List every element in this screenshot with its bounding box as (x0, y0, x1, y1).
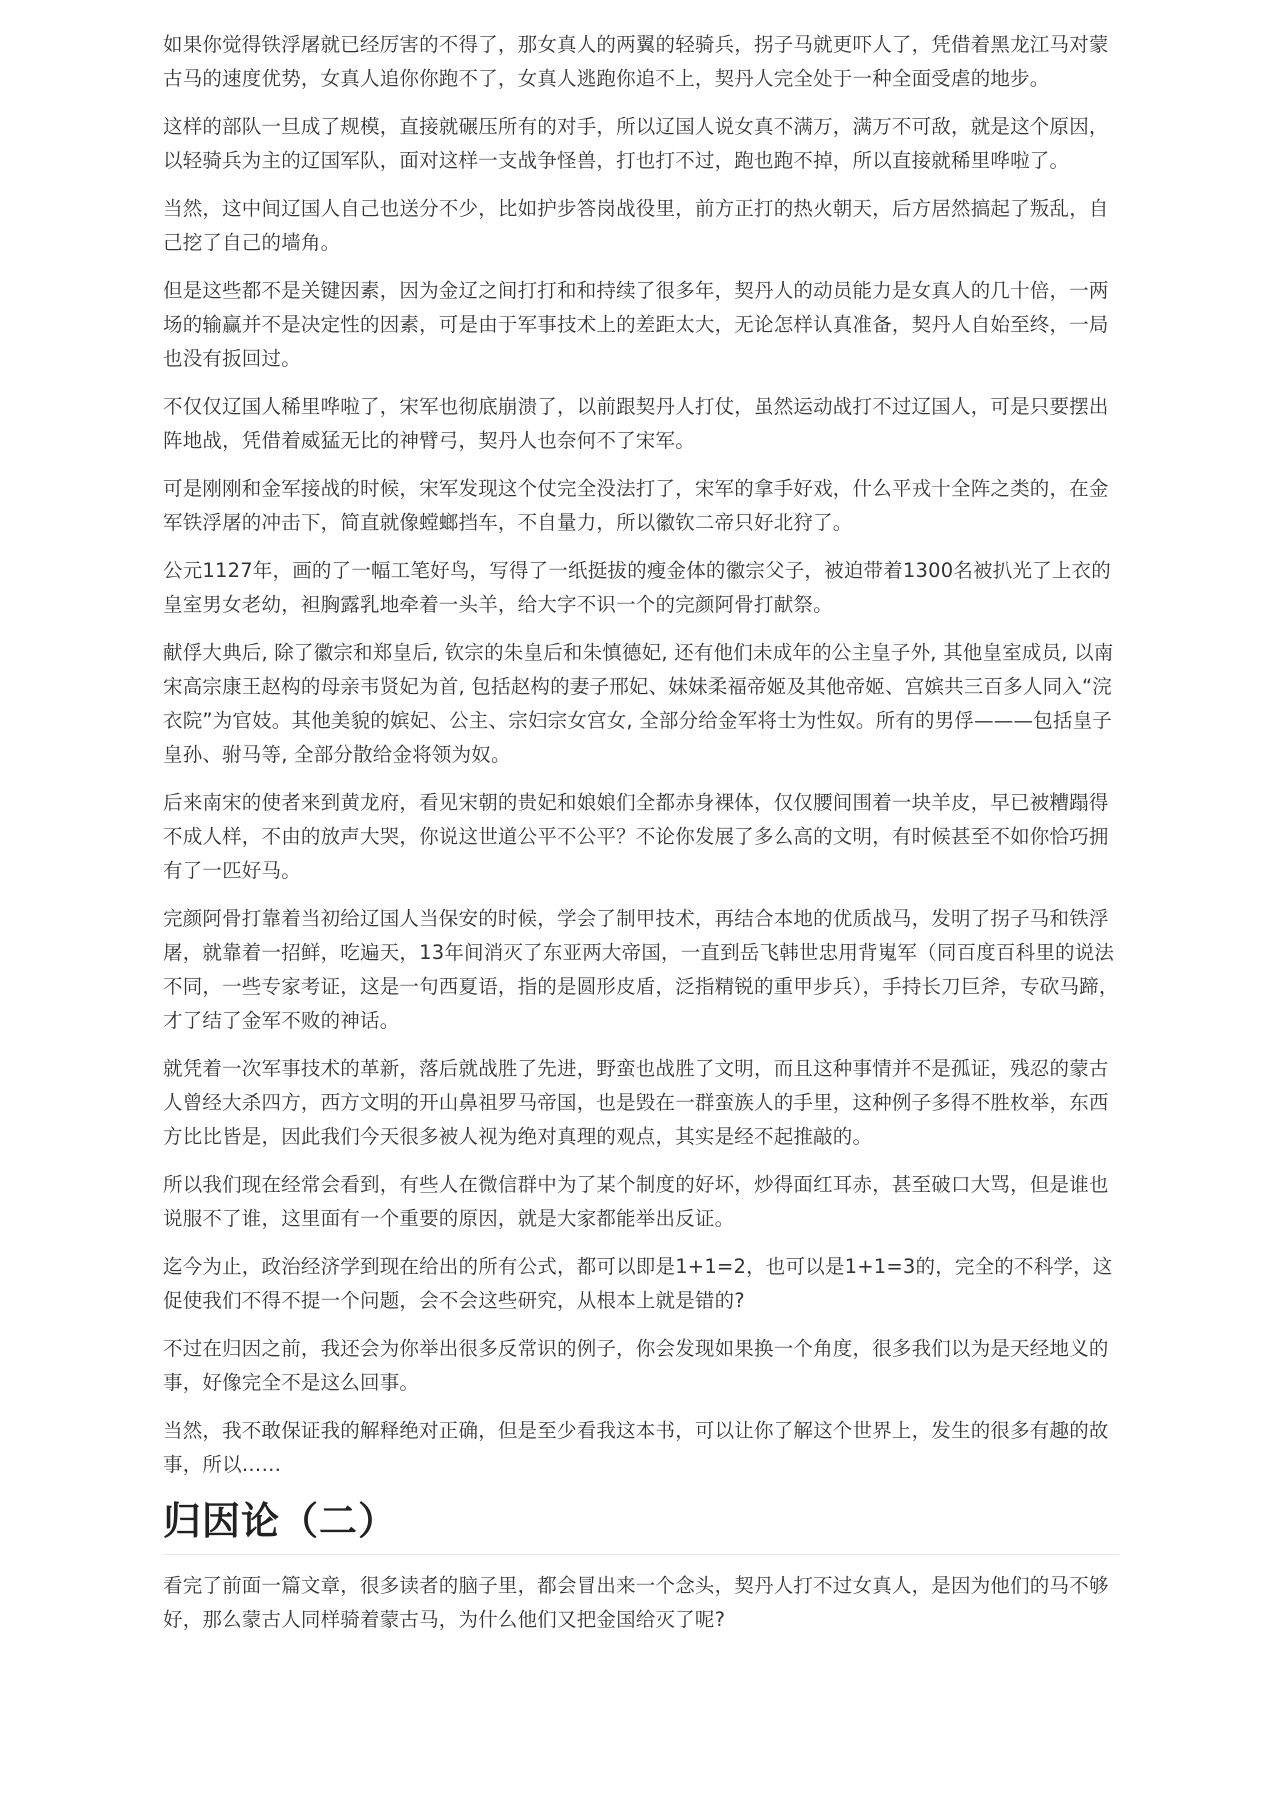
paragraph-7: 公元1127年，画的了一幅工笔好鸟，写得了一纸挺拔的瘦金体的徽宗父子，被迫带着1300名被扒光了上衣的皇室男女老幼，袒胸露乳地牵着一头羊，给大字不识一个的完颜阿骨打献祭。 (163, 559, 1111, 616)
paragraph-16: 看完了前面一篇文章，很多读者的脑子里，都会冒出来一个念头，契丹人打不过女真人，是因为他们的马不够好，那么蒙古人同样骑着蒙古马，为什么他们又把金国给灭了呢? (163, 1574, 1109, 1631)
paragraph-4: 但是这些都不是关键因素，因为金辽之间打打和和持续了很多年，契丹人的动员能力是女真人的几十倍，一两场的输赢并不是决定性的因素，可是由于军事技术上的差距太大，无论怎样认真准备，契丹人自始至终，一局也没有扳回过。 (163, 279, 1109, 370)
document-page (163, 28, 1119, 1651)
paragraph-2: 这样的部队一旦成了规模，直接就碾压所有的对手，所以辽国人说女真不满万，满万不可敌，就是这个原因，以轻骑兵为主的辽国军队，面对这样一支战争怪兽，打也打不过，跑也跑不掉，所以直接就稀里哗啦了。 (163, 115, 1109, 172)
paragraph-5: 不仅仅辽国人稀里哗啦了，宋军也彻底崩溃了，以前跟契丹人打仗，虽然运动战打不过辽国人，可是只要摆出阵地战，凭借着威猛无比的神臂弓，契丹人也奈何不了宋军。 (163, 395, 1109, 452)
paragraph-8: 献俘大典后, 除了徽宗和郑皇后, 钦宗的朱皇后和朱慎德妃, 还有他们未成年的公主皇子外, 其他皇室成员, 以南宋高宗康王赵构的母亲韦贤妃为首, 包括赵构的妻子邢妃、妹妹柔福帝姬及其他帝姬、宫嫔共三百多人同入“浣衣院”为官妓。其他美貌的嫔妃、公主、宗妇宗女宫女, 全部分给金军将士为性奴。所有的男俘———包括皇子皇孙、驸马等, 全部分散给金将领为奴。 (163, 641, 1114, 766)
paragraph-14: 不过在归因之前，我还会为你举出很多反常识的例子，你会发现如果换一个角度，很多我们以为是天经地义的事，好像完全不是这么回事。 (163, 1337, 1109, 1394)
section-heading: 归因论（二） (163, 1496, 1119, 1555)
paragraph-12: 所以我们现在经常会看到，有些人在微信群中为了某个制度的好坏，炒得面红耳赤，甚至破口大骂，但是谁也说服不了谁，这里面有一个重要的原因，就是大家都能举出反证。 (163, 1173, 1109, 1230)
paragraph-11: 就凭着一次军事技术的革新，落后就战胜了先进，野蛮也战胜了文明，而且这种事情并不是孤证，残忍的蒙古人曾经大杀四方，西方文明的开山鼻祖罗马帝国，也是毁在一群蛮族人的手里，这种例子多得不胜枚举，东西方比比皆是，因此我们今天很多被人视为绝对真理的观点，其实是经不起推敲的。 (163, 1057, 1109, 1148)
paragraph-15: 当然，我不敢保证我的解释绝对正确，但是至少看我这本书，可以让你了解这个世界上，发生的很多有趣的故事，所以…… (163, 1419, 1109, 1476)
paragraph-1: 如果你觉得铁浮屠就已经厉害的不得了，那女真人的两翼的轻骑兵，拐子马就更吓人了，凭借着黑龙江马对蒙古马的速度优势，女真人追你你跑不了，女真人逃跑你追不上，契丹人完全处于一种全面受虐的地步。 (163, 33, 1109, 90)
paragraph-6: 可是刚刚和金军接战的时候，宋军发现这个仗完全没法打了，宋军的拿手好戏，什么平戎十全阵之类的，在金军铁浮屠的冲击下，简直就像螳螂挡车，不自量力，所以徽钦二帝只好北狩了。 (163, 477, 1109, 534)
paragraph-13: 迄今为止，政治经济学到现在给出的所有公式，都可以即是1+1=2，也可以是1+1=3的，完全的不科学，这促使我们不得不提一个问题，会不会这些研究，从根本上就是错的? (163, 1255, 1113, 1312)
paragraph-10: 完颜阿骨打靠着当初给辽国人当保安的时候，学会了制甲技术，再结合本地的优质战马，发明了拐子马和铁浮屠，就靠着一招鲜，吃遍天，13年间消灭了东亚两大帝国，一直到岳飞韩世忠用背嵬军（同百度百科里的说法不同，一些专家考证，这是一句西夏语，指的是圆形皮盾，泛指精锐的重甲步兵），手持长刀巨斧，专砍马蹄，才了结了金军不败的神话。 (163, 907, 1119, 1032)
paragraph-3: 当然，这中间辽国人自己也送分不少，比如护步答岗战役里，前方正打的热火朝天，后方居然搞起了叛乱，自己挖了自己的墙角。 (163, 197, 1109, 254)
paragraph-9: 后来南宋的使者来到黄龙府，看见宋朝的贵妃和娘娘们全都赤身裸体，仅仅腰间围着一块羊皮，早已被糟蹋得不成人样，不由的放声大哭，你说这世道公平不公平？不论你发展了多么高的文明，有时候甚至不如你恰巧拥有了一匹好马。 (163, 791, 1109, 882)
